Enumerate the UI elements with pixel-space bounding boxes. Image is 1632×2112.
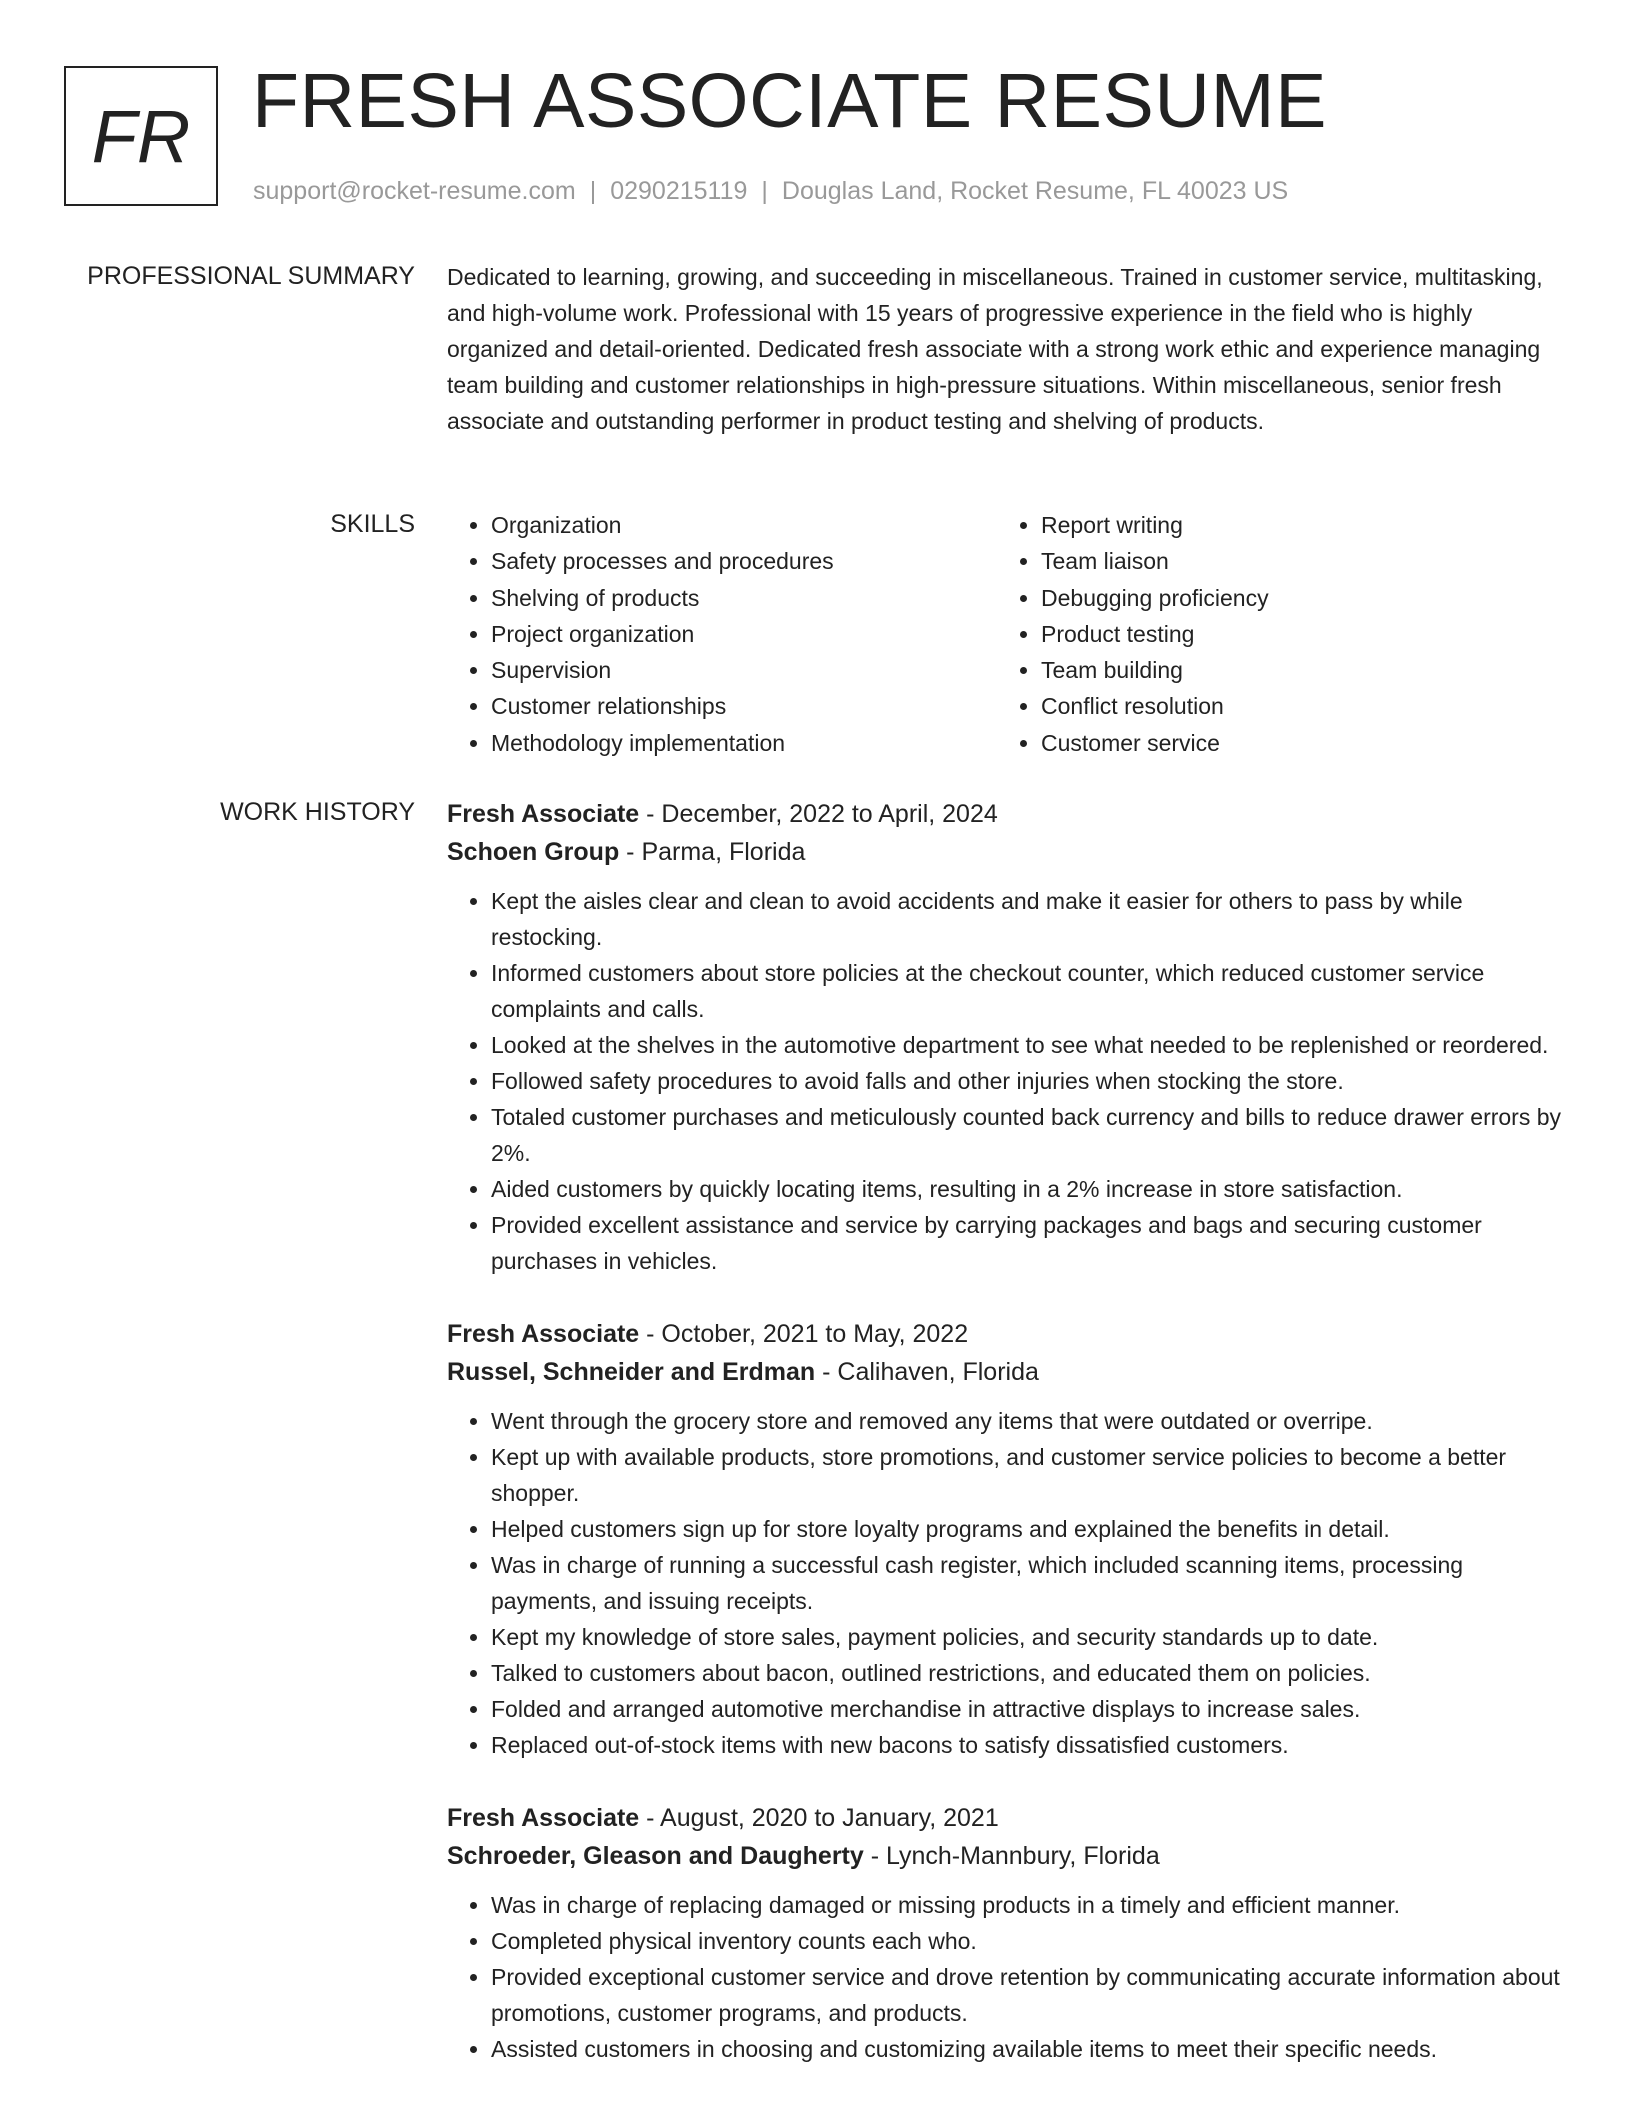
job-location: - Lynch-Mannbury, Florida <box>863 1842 1160 1870</box>
contact-address: Douglas Land, Rocket Resume, FL 40023 US <box>781 177 1289 205</box>
skill-item: • Conflict resolution <box>1041 688 1547 724</box>
job-title-line <box>447 1315 1567 1353</box>
job-bullet: • Helped customers sign up for store loyalty programs and explained the benefits in detail. <box>491 1511 1567 1547</box>
job-bullet: • Replaced out-of-stock items with new bacons to satisfy dissatisfied customers. <box>491 1727 1567 1763</box>
job-bullet: • Talked to customers about bacon, outlined restrictions, and educated them on policies. <box>491 1655 1567 1691</box>
contact-email: support@rocket-resume.com <box>253 177 576 205</box>
job-title: Fresh Associate <box>447 800 640 828</box>
job-company: Russel, Schneider and Erdman <box>447 1358 816 1386</box>
resume-title: FRESH ASSOCIATE RESUME <box>252 58 1327 144</box>
job-dates: - December, 2022 to April, 2024 <box>639 800 998 828</box>
skills-list-right <box>997 507 1547 761</box>
skill-item: • Shelving of products <box>491 580 997 616</box>
job-bullet: • Totaled customer purchases and meticulously counted back currency and bills to reduce drawer errors by 2%. <box>491 1099 1567 1171</box>
job-dates: - October, 2021 to May, 2022 <box>639 1320 969 1348</box>
job-bullet-list <box>447 1403 1567 1763</box>
job-bullet: • Aided customers by quickly locating items, resulting in a 2% increase in store satisfaction. <box>491 1171 1567 1207</box>
job-entry <box>447 795 1567 1279</box>
job-title: Fresh Associate <box>447 1320 640 1348</box>
job-entry <box>447 1799 1567 2067</box>
skill-item: • Team building <box>1041 652 1547 688</box>
skill-item: • Supervision <box>491 652 997 688</box>
job-bullet: • Looked at the shelves in the automotive department to see what needed to be replenished or reordered. <box>491 1027 1567 1063</box>
job-bullet: • Provided exceptional customer service and drove retention by communicating accurate information about promotions, customer programs, and products. <box>491 1959 1567 2031</box>
skill-item: • Safety processes and procedures <box>491 543 997 579</box>
job-company: Schoen Group <box>447 838 620 866</box>
contact-separator: | <box>761 177 768 205</box>
summary-text: Dedicated to learning, growing, and succeeding in miscellaneous. Trained in customer service, multitasking, and high-volume work. Professional with 15 years of progressive experience in the field who is highly organized and detail-oriented. Dedicated fresh associate with a strong work ethic and experience managing team building and customer relationships in high-pressure situations. Within miscellaneous, senior fresh associate and outstanding performer in product testing and shelving of products. <box>447 264 1543 434</box>
skill-item: • Product testing <box>1041 616 1547 652</box>
skills-body <box>447 507 1567 761</box>
skill-item: • Methodology implementation <box>491 725 997 761</box>
contact-phone: 0290215119 <box>610 177 748 205</box>
skills-list-left <box>447 507 997 761</box>
skill-item: • Debugging proficiency <box>1041 580 1547 616</box>
job-bullet: • Assisted customers in choosing and customizing available items to meet their specific needs. <box>491 2031 1567 2067</box>
skill-item: • Customer service <box>1041 725 1547 761</box>
job-bullet: • Kept up with available products, store promotions, and customer service policies to become a better shopper. <box>491 1439 1567 1511</box>
job-location: - Parma, Florida <box>619 838 806 866</box>
work-history-body <box>447 795 1567 2103</box>
contact-line <box>253 174 1288 208</box>
job-bullet: • Kept my knowledge of store sales, payment policies, and security standards up to date. <box>491 1619 1567 1655</box>
job-bullet: • Was in charge of replacing damaged or missing products in a timely and efficient manner. <box>491 1887 1567 1923</box>
job-entry <box>447 1315 1567 1763</box>
job-bullet: • Went through the grocery store and removed any items that were outdated or overripe. <box>491 1403 1567 1439</box>
work-history-heading: WORK HISTORY <box>220 798 415 826</box>
job-bullet: • Followed safety procedures to avoid falls and other injuries when stocking the store. <box>491 1063 1567 1099</box>
job-title: Fresh Associate <box>447 1804 640 1832</box>
summary-heading: PROFESSIONAL SUMMARY <box>87 262 415 290</box>
skill-item: • Team liaison <box>1041 543 1547 579</box>
job-bullet: • Folded and arranged automotive merchandise in attractive displays to increase sales. <box>491 1691 1567 1727</box>
skill-item: • Organization <box>491 507 997 543</box>
skill-item: • Report writing <box>1041 507 1547 543</box>
skills-heading: SKILLS <box>330 510 415 538</box>
skill-item: • Customer relationships <box>491 688 997 724</box>
job-company: Schroeder, Gleason and Daugherty <box>447 1842 864 1870</box>
job-bullet: • Kept the aisles clear and clean to avoid accidents and make it easier for others to pass by while restocking. <box>491 883 1567 955</box>
job-company-line <box>447 1837 1567 1875</box>
job-title-line <box>447 1799 1567 1837</box>
job-title-line <box>447 795 1567 833</box>
job-company-line <box>447 833 1567 871</box>
job-bullet: • Was in charge of running a successful cash register, which included scanning items, processing payments, and issuing receipts. <box>491 1547 1567 1619</box>
job-company-line <box>447 1353 1567 1391</box>
job-bullet: • Completed physical inventory counts each who. <box>491 1923 1567 1959</box>
summary-body <box>447 259 1567 439</box>
contact-separator: | <box>589 177 597 205</box>
job-bullet: • Informed customers about store policies at the checkout counter, which reduced customer service complaints and calls. <box>491 955 1567 1027</box>
job-location: - Calihaven, Florida <box>815 1358 1039 1386</box>
job-dates: - August, 2020 to January, 2021 <box>639 1804 999 1832</box>
job-bullet: • Provided excellent assistance and service by carrying packages and bags and securing customer purchases in vehicles. <box>491 1207 1567 1279</box>
skill-item: • Project organization <box>491 616 997 652</box>
job-bullet-list <box>447 883 1567 1279</box>
monogram-logo: FR <box>64 66 218 206</box>
job-bullet-list <box>447 1887 1567 2067</box>
